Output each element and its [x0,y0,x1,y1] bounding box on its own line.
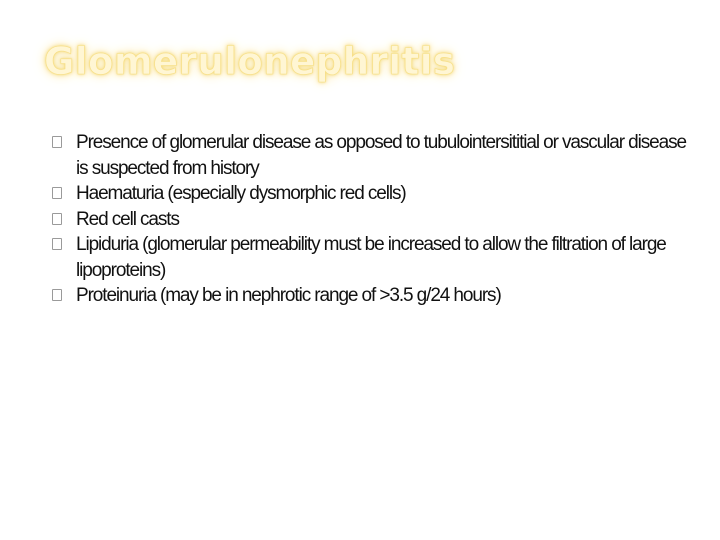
bullet-list [52,130,692,309]
bullet-item [52,207,692,233]
bullet-item [52,283,692,309]
bullet-text: Red cell casts [76,208,179,230]
box-placeholder-icon [52,289,62,301]
box-placeholder-icon [52,238,62,250]
box-placeholder-icon [52,136,62,148]
bullet-text: Lipiduria (glomerular permeability must be increased to allow the filtration of large lipoproteins) [76,234,666,281]
box-placeholder-icon [52,213,62,225]
bullet-text: Proteinuria (may be in nephrotic range of >3.5 g/24 hours) [76,285,501,306]
bullet-text: Presence of glomerular disease as opposed to tubulointersititial or vascular disease is suspected from history [76,132,686,179]
bullet-item [52,130,692,181]
slide-title: Glomerulonephritis [44,40,456,83]
bullet-item [52,181,692,207]
box-placeholder-icon [52,187,62,199]
bullet-text: Haematuria (especially dysmorphic red cells) [76,183,406,204]
bullet-item [52,232,692,283]
